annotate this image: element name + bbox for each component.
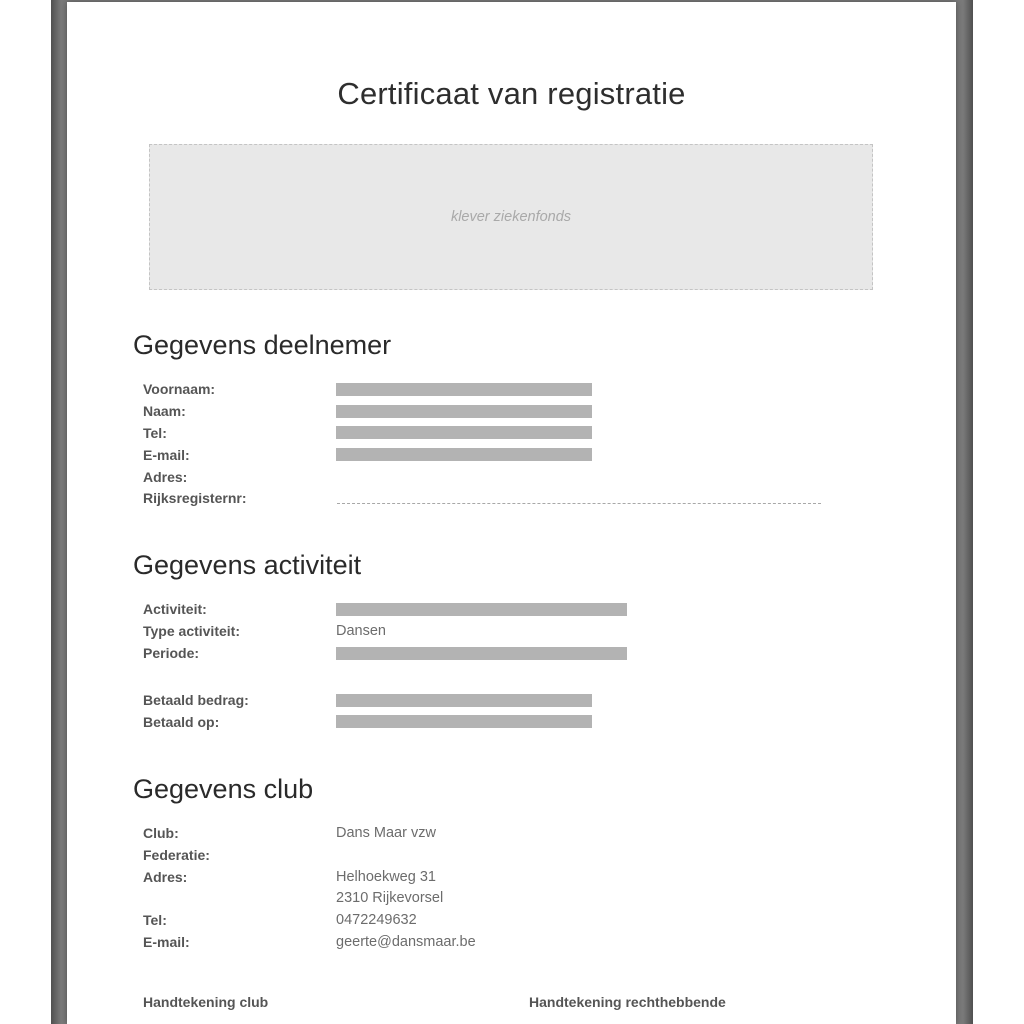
email-label: E-mail: [143, 447, 190, 463]
club-value: Dans Maar vzw [336, 825, 436, 841]
club-phone-label: Tel: [143, 912, 167, 928]
logo-placeholder-text: klever ziekenfonds [450, 209, 572, 225]
document-page [67, 2, 956, 1024]
page-title: Certificaat van registratie [337, 76, 686, 111]
paid-on-label: Betaald op: [143, 714, 220, 730]
club-address-label: Adres: [143, 869, 188, 885]
club-email-value: geerte@dansmaar.be [336, 934, 476, 950]
activity-redacted [336, 603, 627, 616]
last-name-redacted [336, 405, 592, 418]
amount-paid-redacted [336, 694, 592, 707]
email-redacted [336, 448, 592, 461]
period-label: Periode: [143, 645, 200, 661]
activity-label: Activiteit: [143, 601, 207, 617]
last-name-label: Naam: [143, 403, 186, 419]
club-address-line1: Helhoekweg 31 [336, 869, 436, 885]
first-name-redacted [336, 383, 592, 396]
phone-redacted [336, 426, 592, 439]
activity-type-label: Type activiteit: [143, 623, 240, 639]
logo-placeholder [149, 144, 873, 290]
club-phone-value: 0472249632 [336, 912, 417, 928]
amount-paid-label: Betaald bedrag: [143, 692, 249, 708]
club-signature-label: Handtekening club [143, 994, 269, 1010]
participant-heading: Gegevens deelnemer [133, 330, 392, 360]
club-label: Club: [143, 825, 179, 841]
federation-label: Federatie: [143, 847, 210, 863]
club-address-line2: 2310 Rijkevorsel [336, 890, 444, 906]
paid-on-redacted [336, 715, 592, 728]
national-id-label: Rijksregisternr: [143, 490, 247, 506]
beneficiary-signature-label: Handtekening rechthebbende [529, 994, 726, 1010]
activity-type-value: Dansen [336, 623, 386, 639]
address-label: Adres: [143, 469, 188, 485]
club-email-label: E-mail: [143, 934, 190, 950]
club-heading: Gegevens club [133, 774, 314, 804]
first-name-label: Voornaam: [143, 381, 216, 397]
period-redacted [336, 647, 627, 660]
national-id-blank-line [337, 503, 821, 504]
activity-heading: Gegevens activiteit [133, 550, 362, 580]
phone-label: Tel: [143, 425, 167, 441]
